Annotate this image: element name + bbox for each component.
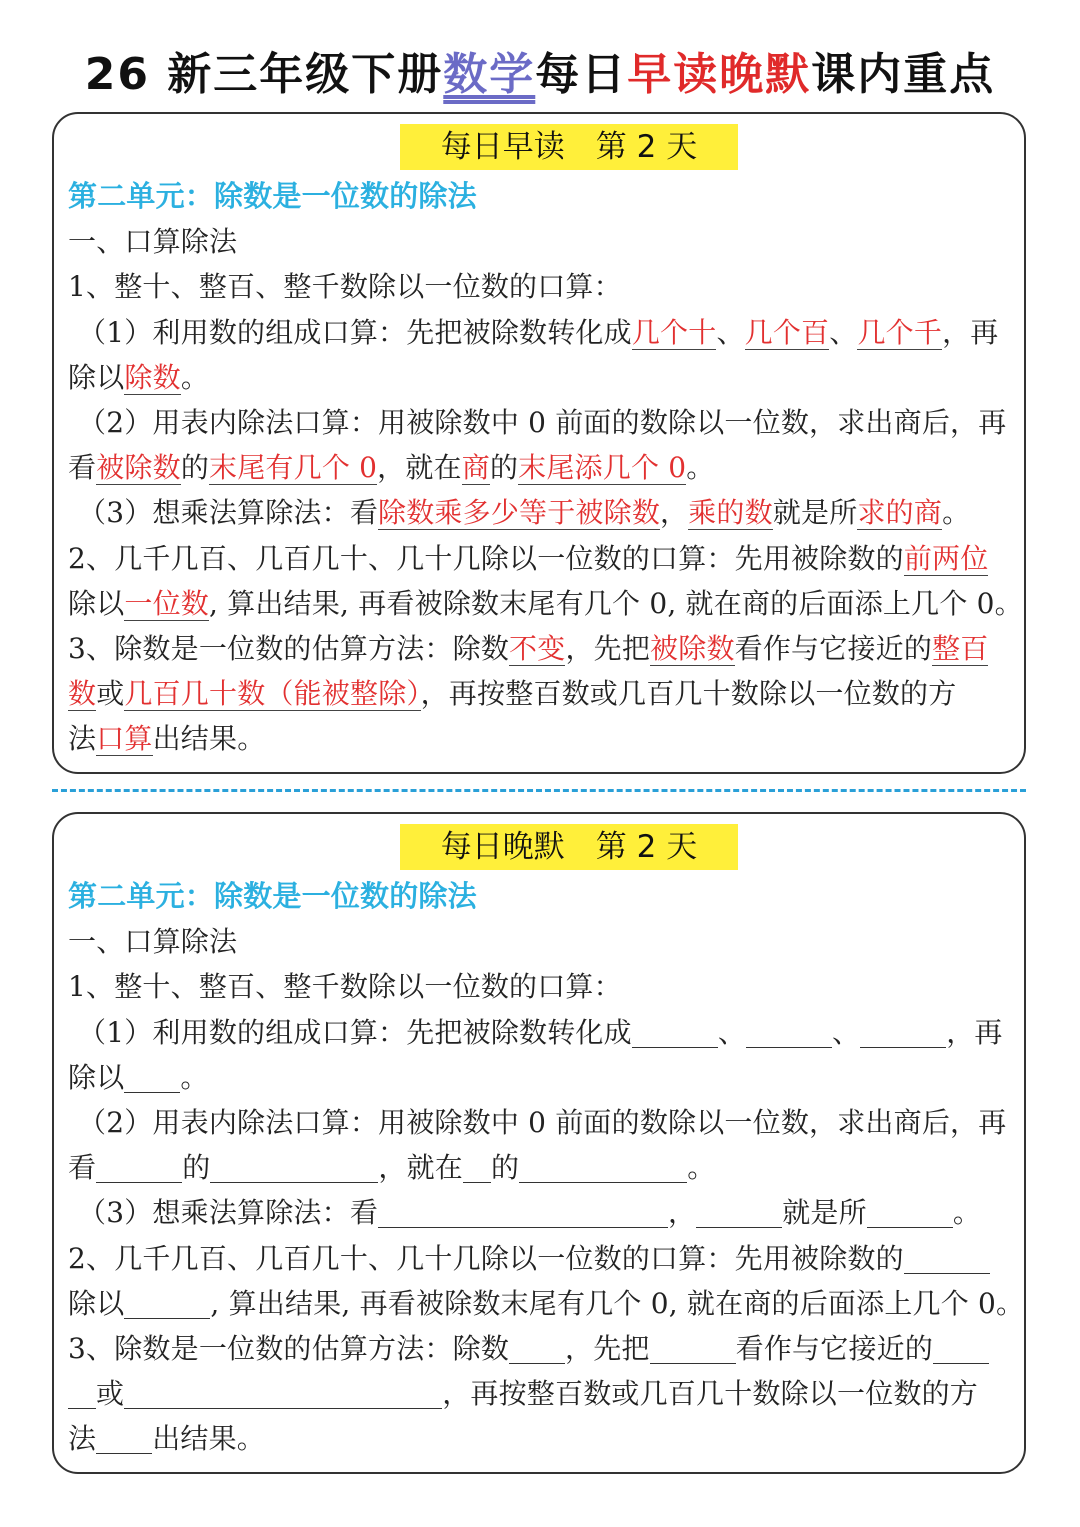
point-1-2: （2）用表内除法口算：用被除数中 0 前面的数除以一位数，求出商后，再 xyxy=(78,1105,1007,1139)
answer: 几百几十数（能被整除） xyxy=(124,677,421,711)
fill-blank[interactable] xyxy=(509,1333,565,1364)
point-1-1: （1）利用数的组成口算：先把被除数转化成几个十、几个百、几个千，再 xyxy=(78,315,999,349)
morning-content xyxy=(68,174,1023,761)
point-1-1-cont: 除以 。 xyxy=(68,1060,209,1094)
point-1: 1、整十、整百、整千数除以一位数的口算： xyxy=(68,270,622,304)
fill-blank[interactable] xyxy=(463,1152,491,1183)
fill-blank[interactable] xyxy=(867,1197,953,1228)
section-heading: 一、口算除法 xyxy=(68,925,238,959)
answer: 整百 xyxy=(932,631,989,665)
title-suffix: 课内重点 xyxy=(811,49,996,100)
fill-blank[interactable] xyxy=(96,1152,182,1183)
answer: 一位数 xyxy=(124,586,210,620)
point-3: 3、除数是一位数的估算方法：除数不变，先把被除数看作与它接近的整百 xyxy=(68,631,989,665)
fill-blank[interactable] xyxy=(124,1288,210,1319)
answer: 除数乘多少等于被除数 xyxy=(378,496,661,530)
point-1: 1、整十、整百、整千数除以一位数的口算： xyxy=(68,970,622,1004)
dashed-divider xyxy=(52,789,1026,792)
fill-blank[interactable] xyxy=(933,1333,989,1364)
fill-blank[interactable] xyxy=(904,1243,990,1274)
point-3-end: 法口算出结果。 xyxy=(68,722,266,756)
point-2-cont: 除以一位数, 算出结果, 再看被除数末尾有几个 0, 就在商的后面添上几个 0。 xyxy=(68,586,1023,620)
title-prefix: 26 新三年级下册 xyxy=(84,49,444,100)
fill-blank[interactable] xyxy=(124,1378,442,1409)
point-1-1-cont: 除以除数。 xyxy=(68,360,210,394)
point-3-cont: 数或几百几十数（能被整除），再按整百数或几百几十数除以一位数的方 xyxy=(68,677,957,711)
point-3-end: 法 出结果。 xyxy=(68,1422,266,1456)
answer: 前两位 xyxy=(903,541,989,575)
point-3-cont: 或 ，再按整百数或几百几十数除以一位数的方 xyxy=(68,1371,1014,1416)
point-1-2-cont: 看被除数的末尾有几个 0，就在商的末尾添几个 0。 xyxy=(68,451,715,485)
morning-reading-card xyxy=(52,112,1026,774)
point-1-3: （3）想乘法算除法：看除数乘多少等于被除数，乘的数就是所求的商。 xyxy=(78,496,971,530)
answer: 几个千 xyxy=(857,315,943,349)
point-1-2-cont: 看 的 ，就在 的 。 xyxy=(68,1151,716,1185)
answer: 求的商 xyxy=(857,496,943,530)
point-3: 3、除数是一位数的估算方法：除数 ，先把 看作与它接近的 xyxy=(68,1326,1014,1371)
unit-heading: 第二单元：除数是一位数的除法 xyxy=(68,879,477,913)
title-math: 数学 xyxy=(443,49,536,100)
point-1-1: （1）利用数的组成口算：先把被除数转化成 、 、 ，再 xyxy=(78,1015,1003,1049)
fill-blank[interactable] xyxy=(746,1017,832,1048)
answer: 末尾有几个 0 xyxy=(209,451,378,485)
answer: 几个十 xyxy=(631,315,717,349)
evening-content xyxy=(68,874,1025,1461)
fill-blank[interactable] xyxy=(519,1152,687,1183)
fill-blank[interactable] xyxy=(96,1423,152,1454)
answer: 口算 xyxy=(96,722,153,756)
fill-blank[interactable] xyxy=(378,1197,668,1228)
fill-blank[interactable] xyxy=(860,1017,946,1048)
point-1-3: （3）想乘法算除法：看 ， 就是所 。 xyxy=(78,1196,982,1230)
answer: 末尾添几个 0 xyxy=(518,451,687,485)
evening-banner: 每日晚默 第 2 天 xyxy=(400,824,738,870)
fill-blank[interactable] xyxy=(632,1017,718,1048)
page-title xyxy=(0,38,1080,102)
answer: 除数 xyxy=(124,360,181,394)
title-highlight: 早读晚默 xyxy=(627,49,812,100)
answer: 乘的数 xyxy=(688,496,773,530)
section-heading: 一、口算除法 xyxy=(68,225,238,259)
point-2: 2、几千几百、几百几十、几十几除以一位数的口算：先用被除数的 xyxy=(68,1236,1014,1281)
evening-dictation-card xyxy=(52,812,1026,1474)
fill-blank[interactable] xyxy=(696,1197,782,1228)
answer: 不变 xyxy=(509,631,566,665)
unit-heading: 第二单元：除数是一位数的除法 xyxy=(68,179,477,213)
fill-blank[interactable] xyxy=(124,1062,180,1093)
title-mid: 每日 xyxy=(535,49,628,100)
answer: 被除数 xyxy=(650,631,735,665)
answer: 数 xyxy=(68,677,97,711)
fill-blank[interactable] xyxy=(650,1333,736,1364)
point-1-2: （2）用表内除法口算：用被除数中 0 前面的数除以一位数，求出商后，再 xyxy=(78,405,1007,439)
answer: 几个百 xyxy=(744,315,830,349)
answer: 被除数 xyxy=(96,451,181,485)
point-2-cont: 除以 , 算出结果, 再看被除数末尾有几个 0, 就在商的后面添上几个 0。 xyxy=(68,1286,1025,1320)
morning-banner: 每日早读 第 2 天 xyxy=(400,124,738,170)
answer: 商 xyxy=(461,451,490,485)
fill-blank[interactable] xyxy=(68,1378,96,1409)
point-2: 2、几千几百、几百几十、几十几除以一位数的口算：先用被除数的前两位 xyxy=(68,541,989,575)
fill-blank[interactable] xyxy=(210,1152,378,1183)
